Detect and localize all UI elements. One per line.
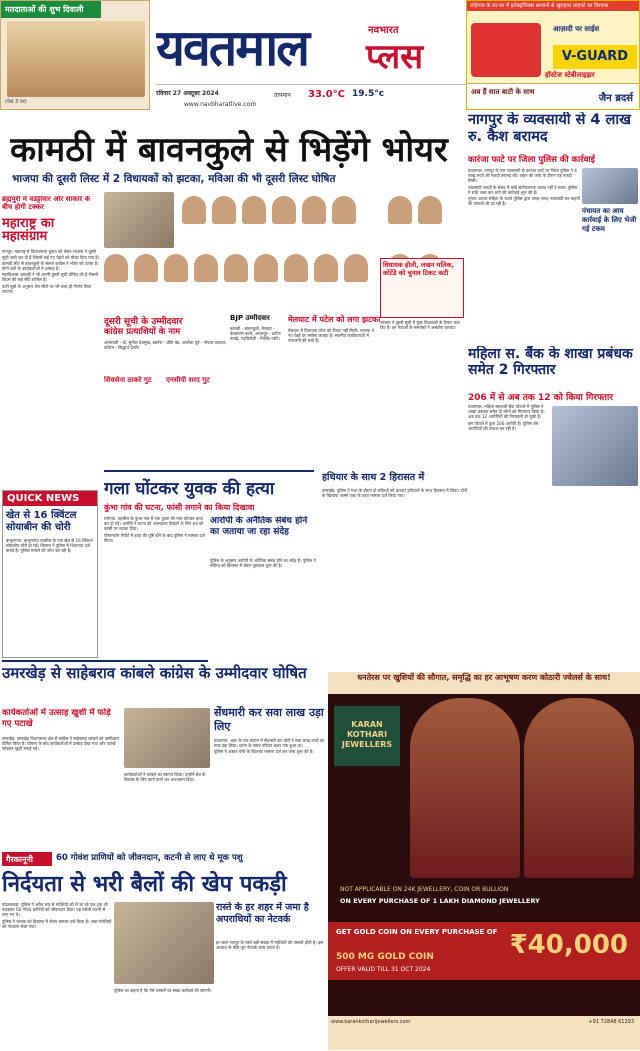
ad-karan-kothari[interactable] xyxy=(328,672,640,1050)
umarkhed-photo xyxy=(124,708,210,768)
ad-karan-model-right xyxy=(524,698,634,878)
promo-ribbon: मतदाताओं की शुभ दिवाली xyxy=(1,1,101,18)
promo-page-ref: (पेज 3 पर) xyxy=(5,99,27,105)
murder-text: मारेगांव. तहसील के कुंभा गांव में एक युवक की गला घोंटकर हत्या कर दी गई। आरोपी ने घटना को आत्महत्या दिखाने के लिए शव को फांसी पर लटका दिया। पोस्टमार्टम रिपोर्ट में हत्या की पुष्टि होने के बाद पुलिस ने मामला दर्ज किया। xyxy=(104,516,205,543)
cattle-headline: निर्दयता से भरी बैलों की खेप पकड़ी xyxy=(2,871,287,897)
ad-karan-note-band xyxy=(336,882,636,918)
sendhmari-text: यवतमाल. शहर के एक मकान में सेंधमारी कर चोरों ने सवा लाख रुपये का माल उड़ा लिया। घटना के समय परिवार बाहर गया हुआ था। पुलिस ने अज्ञात चोरों के खिलाफ मामला दर्ज कर जांच शुरू की है। xyxy=(214,738,325,755)
candidate-photo xyxy=(332,196,356,224)
congress-head: कांग्रेस प्रत्याशियों के नाम xyxy=(104,327,181,337)
candidate-photo xyxy=(302,196,326,224)
candidates-head: दूसरी सूची के उम्मीदवार xyxy=(104,317,183,327)
candidate-photo xyxy=(272,196,296,224)
ad-karan-header: धनतेरस पर खुशियों की सौगात, समृद्धि का हर आभूषण करण कोठारी ज्वेलर्स के साथ! xyxy=(328,672,640,694)
ad-vguard-dealer: जैन ब्रदर्स xyxy=(598,93,633,104)
ad-karan-validity: OFFER VALID TILL 31 OCT 2024 xyxy=(336,966,431,973)
cattle-photo xyxy=(114,902,214,984)
ad-product-image xyxy=(471,23,541,77)
ad-vguard-bottom xyxy=(467,83,639,109)
divider xyxy=(2,660,208,662)
cattle-text: पांढरकवड़ा. पुलिस ने अवैध रूप से मवेशियों को ले जा रहे एक ट्रक को पकड़कर 60 गोवंश प्राणियों को जीवनदान दिया। यह मवेशी कटनी से लाए गए थे। पुलिस ने चालक को हिरासत में लेकर मामला दर्ज किया है। जब्त मवेशियों को गोशाला भेजा गया। xyxy=(2,902,112,929)
ad-vguard-tagline: लोहेगांव के घर-घर में इलेक्ट्रॉनिक्स सामानों से खुशहाल ग्राहकों का विश्वास xyxy=(467,1,639,11)
divider xyxy=(104,470,314,472)
website-url: www.navbharatlive.com xyxy=(184,101,257,108)
umarkhed-sub: कार्यकर्ताओं में उत्साह खुशी में फोड़े गए पटाखे xyxy=(2,708,111,729)
umarkhed-text-2: कार्यकर्ताओं ने कांबले का स्वागत किया। उन्होंने क्षेत्र के विकास के लिए कार्य करने का आश्वासन दिया। xyxy=(124,772,206,783)
right-side-story xyxy=(582,168,640,344)
candidate-photo xyxy=(134,254,158,282)
ad-karan-diamond: ON EVERY PURCHASE OF 1 LAKH DIAMOND JEWELLERY xyxy=(340,897,540,905)
quick-news-box xyxy=(2,490,98,658)
bank-text: यवतमाल. महिला सहकारी बैंक घोटाले में पुलिस ने शाखा प्रबंधक समेत दो लोगों को गिरफ्तार किया है। अब तक 12 आरोपियों की गिरफ्तारी हो चुकी है। इस घोटाले में कुल 206 आरोपी हैं। पुलिस शेष आरोपियों की तलाश कर रही है। xyxy=(468,404,545,431)
evm-photo xyxy=(104,192,174,248)
ticket-box xyxy=(380,258,464,318)
candidate-photo-grid xyxy=(104,192,384,312)
masthead-plus: प्लस xyxy=(366,37,424,76)
weapon-headline: हथियार के साथ 2 हिरासत में xyxy=(322,472,425,483)
quick-news-label: QUICK NEWS xyxy=(3,491,97,506)
murder-headline: गला घोंटकर युवक की हत्या xyxy=(104,479,275,499)
ad-karan-site[interactable]: www.karankotharijewellers.com xyxy=(331,1019,411,1025)
candidate-photo xyxy=(182,196,206,224)
cattle-street-text: हर साल नागपुर के रास्ते बड़ी संख्या में मवेशियों की तस्करी होती है। इस अपराध के पीछे पूरा नेटवर्क काम करता है। xyxy=(216,940,323,951)
issue-date: रविवार 27 अक्टूबर 2024 xyxy=(156,90,219,97)
main-left-column xyxy=(2,196,102,496)
promo-photo xyxy=(7,21,145,97)
main-sub-left: ब्रह्मपुरी में वडेट्टीवार और साकारे के बीच होगी टक्कर xyxy=(2,196,91,211)
ad-karan-offer xyxy=(328,922,640,980)
right-sub: कारंजा फाटे पर जिला पुलिस की कार्रवाई xyxy=(468,155,595,165)
bjp-label: BJP उम्मीदवार xyxy=(230,314,270,322)
dateline xyxy=(156,84,466,110)
bank-sub: 206 में से अब तक 12 को किया गिरफ्तार xyxy=(468,393,614,402)
ad-karan-logo: KARAN KOTHARI JEWELLERS xyxy=(334,706,400,766)
ad-vguard-brand: V-GUARD xyxy=(553,45,637,69)
cattle-kicker: 60 गोवंश प्राणियों को जीवनदान, कटनी से लाए थे मूक पशु xyxy=(56,853,243,863)
right-headline: नागपुर के व्यवसायी से 4 लाख रु. कैश बरामद xyxy=(468,112,632,145)
candidate-photo xyxy=(164,254,188,282)
candidate-photo xyxy=(224,254,248,282)
right-side-head: पंचायत का आय कार्रवाई के लिए भेजी गई टकम xyxy=(582,207,637,233)
temperature-max: 33.0°C xyxy=(308,89,346,100)
section-mahasangram: महाराष्ट्र का महासंग्राम xyxy=(2,216,55,245)
main-subhead: भाजपा की दूसरी लिस्ट में 2 विधायकों को झटका, मविआ की भी दूसरी लिस्ट घोषित xyxy=(12,173,336,185)
newspaper-masthead xyxy=(156,20,456,76)
ad-karan-gold-coin: 500 MG GOLD COIN xyxy=(336,952,434,962)
right-body-text: यवतमाल. नागपुर के एक व्यवसायी से कारंजा फाटे पर जिला पुलिस ने 4 लाख रुपये की नकदी बरामद की। वाहन की जांच के दौरान यह नकदी मिली। व्यवसायी नकदी के संबंध में कोई संतोषजनक जवाब नहीं दे सका। पुलिस ने राशि जब्त कर आगे की कार्रवाई शुरू की है। चुनाव आचार संहिता के चलते पुलिस द्वारा जगह-जगह नाकाबंदी कर वाहनों की तलाशी ली जा रही है। xyxy=(468,168,580,207)
bank-photo xyxy=(552,406,638,486)
umarkhed-headline: उमरखेड़ से साहेबराव कांबले कांग्रेस के उम्मीदवार घोषित xyxy=(2,664,307,682)
quick-news-story1: खेत से 16 क्विंटल सोयाबीन की चोरी xyxy=(6,510,77,533)
ad-vguard-bottom-line: अब हैं सात बाटी के साथ xyxy=(471,88,535,96)
ad-karan-phone[interactable]: +91 72848 61293 xyxy=(588,1019,634,1025)
shiv-sena-label: शिवसेना ठाकरे गुट xyxy=(104,376,152,384)
temperature-min: 19.5°c xyxy=(352,89,385,99)
main-headline: कामठी में बावनकुले से भिड़ेंगे भोयर xyxy=(10,130,448,170)
ad-vguard-product: हॉस्टेज स्टेबीलाइझर xyxy=(545,71,595,79)
candidate-photo xyxy=(284,254,308,282)
candidate-photo xyxy=(104,254,128,282)
sendhmari-headline: सेंधमारी कर सवा लाख उड़ा लिए xyxy=(214,706,324,733)
candidate-photo xyxy=(212,196,236,224)
quick-news-text: बाभुलगांव. बाभुलगांव तहसील के एक खेत से 16 क्विंटल सोयाबीन चोरी हो गई। किसान ने पुलिस में शिकायत दर्ज कराई है। पुलिस मामले की जांच कर रही है। xyxy=(6,538,93,554)
cattle-street: रास्ते के हर शहर में जमा है अपराधियों का नेटवर्क xyxy=(216,902,309,925)
ad-karan-note: NOT APPLICABLE ON 24K JEWELLERY, COIN OR BULLION xyxy=(340,886,509,893)
ad-vguard[interactable] xyxy=(466,0,640,110)
ad-karan-stores xyxy=(328,1016,640,1050)
candidate-photo xyxy=(418,196,442,224)
masthead-title: यवतमाल xyxy=(156,20,309,76)
cattle-text-2: पुलिस का कहना है कि ऐसे तस्करों पर सख्त कार्रवाई की जाएगी। xyxy=(114,988,212,993)
right-side-photo xyxy=(582,168,638,204)
candidate-photo xyxy=(344,254,368,282)
umarkhed-text: उमरखेड़. उमरखेड़ विधानसभा क्षेत्र से कांग्रेस ने साहेबराव कांबले को उम्मीदवार घोषित किया है। घोषणा के बाद कार्यकर्ताओं में उत्साह देखा गया और पटाखे फोड़कर खुशी मनाई गई। xyxy=(2,736,120,752)
ticket-box-head: विधायक होली, लखन मलिक, कोटेंडे को चुनाव टिकट कटी xyxy=(383,261,454,277)
ad-karan-offer-line: GET GOLD COIN ON EVERY PURCHASE OF xyxy=(336,928,498,936)
main-body-text: नागपुर. महाराष्ट्र में विधानसभा चुनाव को लेकर भाजपा ने दूसरी सूची जारी कर दी है जिसमें कई नए चेहरों को मौका दिया गया है। कामठी सीट से बावनकुले के सामने कांग्रेस ने भोयर को उतारा है। दोनों दलों के कार्यकर्ताओं में उत्साह है। महाविकास आघाड़ी ने भी अपनी दूसरी सूची घोषित की है जिसमें विदर्भ की कई सीटें शामिल हैं। पार्टी सूत्रों के अनुसार शेष सीटों पर भी जल्द ही निर्णय लिया जाएगा। xyxy=(2,249,100,294)
congress-list-text: अमरावती - डॉ. सुनील देशमुख, बडनेरा - प्रीति बंड, अकोला पूर्व - गोपाल दातकर, वाशिम - सिद्धार्थ देवले। xyxy=(104,340,227,351)
candidate-photo xyxy=(388,196,412,224)
melghat-headline: मेलघाट में पटेल को लगा झटका xyxy=(288,315,381,324)
bank-headline: महिला स. बैंक के शाखा प्रबंधक समेत 2 गिरफ्तार xyxy=(468,346,633,378)
ad-vguard-subline: आज़ादी पर साईस xyxy=(553,25,600,33)
temperature-label: तापमान xyxy=(274,92,291,99)
candidate-photo xyxy=(254,254,278,282)
candidate-photo xyxy=(314,254,338,282)
ad-karan-model-left xyxy=(410,698,520,878)
weapon-text: उमरखेड़. पुलिस ने गश्त के दौरान दो संदिग्धों को धारदार हथियारों के साथ हिरासत में लिया। दोनों के खिलाफ आर्म्स एक्ट के तहत मामला दर्ज किया गया। xyxy=(322,488,468,499)
murder-sub: कुंभा गांव की घटना, फांसी लगाने का किया दिखावा xyxy=(104,503,255,512)
cattle-label: गैरकानूनी xyxy=(2,852,52,866)
melghat-text: मेलघाट में विधायक पटेल को टिकट नहीं मिली। भाजपा ने नए चेहरे पर भरोसा जताया है। स्थानीय कार्यकर्ताओं में नाराजगी की चर्चा है। xyxy=(288,328,375,344)
bjp-list-text: कामठी - बावनकुले, मेलघाट - केवलराम काले, अचलपुर - प्रवीण तायडे, गढ़चिरोली - मिलिंद नरोटे। xyxy=(230,326,281,342)
masthead-navbharat: नवभारत xyxy=(368,25,399,36)
ncp-label: एनसीपी शरद गुट xyxy=(166,376,210,384)
candidate-photo xyxy=(242,196,266,224)
promo-left xyxy=(0,0,150,110)
ticket-text: भाजपा ने दूसरी सूची में कुछ विधायकों के टिकट काट दिए हैं। इन नेताओं के समर्थकों ने असंतोष जताया। xyxy=(380,320,460,331)
ad-karan-offer-amount: ₹40,000 xyxy=(509,930,628,960)
candidate-photo xyxy=(194,254,218,282)
murder-kicker: आरोपी के अनैतिक संबंध होने का जताया जा रहा संदेह xyxy=(210,516,308,537)
murder-text-2: पुलिस के अनुसार आरोपी के अनैतिक संबंध होने का संदेह है। पुलिस ने संदिग्ध को हिरासत में लेकर पूछताछ शुरू की है। xyxy=(210,558,316,569)
